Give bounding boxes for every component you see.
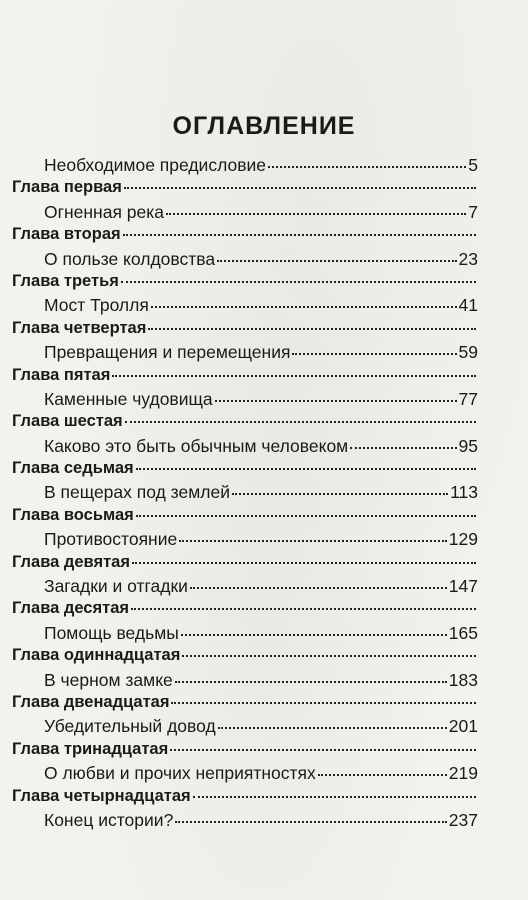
dot-leader: [175, 681, 447, 683]
dot-leader: [123, 234, 476, 236]
toc-entry: [12, 529, 478, 552]
toc-page-number: 219: [448, 763, 478, 784]
dot-leader: [171, 702, 476, 704]
toc-chapter-heading: [12, 693, 478, 716]
dot-leader: [151, 306, 457, 308]
toc-page-number: 23: [458, 248, 478, 269]
toc-label: Глава пятая: [12, 365, 111, 384]
dot-leader: [136, 468, 476, 470]
dot-leader: [217, 260, 456, 262]
toc-chapter-heading: [12, 599, 478, 622]
toc-page-number: 237: [448, 809, 478, 830]
toc-label: Противостояние: [44, 529, 178, 550]
toc-chapter-heading: [12, 740, 478, 763]
toc-page-number: 95: [458, 435, 478, 456]
toc-entry: [12, 295, 478, 318]
dot-leader: [181, 634, 447, 636]
toc-label: Глава четвертая: [12, 318, 147, 337]
toc-label: В черном замке: [44, 669, 173, 690]
toc-label: Глава шестая: [12, 412, 123, 431]
toc-chapter-heading: [12, 506, 478, 529]
toc-label: Глава третья: [12, 271, 119, 290]
toc-entry: [12, 482, 478, 505]
toc-label: Каково это быть обычным человеком: [44, 435, 349, 456]
toc-label: Глава вторая: [12, 225, 121, 244]
toc-chapter-heading: [12, 225, 478, 248]
toc-page-number: 129: [448, 529, 478, 550]
dot-leader: [182, 655, 476, 657]
toc-label: Загадки и отгадки: [44, 576, 188, 597]
toc-label: Мост Тролля: [44, 295, 149, 316]
toc-entry: [12, 342, 478, 365]
dot-leader: [318, 774, 447, 776]
toc-label: О любви и прочих неприятностях: [44, 763, 316, 784]
toc-label: Глава тринадцатая: [12, 739, 169, 758]
toc-label: Убедительный довод: [44, 716, 216, 737]
toc-entry: [12, 576, 478, 599]
toc-page-number: 59: [458, 342, 478, 363]
toc-chapter-heading: [12, 366, 478, 389]
toc-label: О пользе колдовства: [44, 248, 216, 269]
table-of-contents: [12, 155, 478, 833]
dot-leader: [136, 515, 476, 517]
toc-entry: [12, 155, 478, 178]
toc-page-number: 5: [468, 155, 478, 175]
toc-entry: [12, 763, 478, 786]
toc-entry: [12, 436, 478, 459]
dot-leader: [268, 166, 466, 168]
dot-leader: [292, 353, 456, 355]
dot-leader: [121, 281, 476, 283]
toc-entry: [12, 623, 478, 646]
dot-leader: [131, 608, 476, 610]
toc-label: Глава седьмая: [12, 459, 134, 478]
dot-leader: [132, 562, 476, 564]
toc-entry: [12, 810, 478, 833]
dot-leader: [193, 796, 476, 798]
dot-leader: [124, 187, 476, 189]
toc-label: Глава восьмая: [12, 505, 134, 524]
page-title: ОГЛАВЛЕНИЕ: [172, 112, 356, 140]
toc-label: Глава двенадцатая: [12, 692, 170, 711]
dot-leader: [166, 213, 466, 215]
toc-label: Глава одиннадцатая: [12, 646, 181, 665]
dot-leader: [232, 493, 448, 495]
dot-leader: [179, 540, 447, 542]
toc-label: Необходимое предисловие: [44, 155, 267, 175]
dot-leader: [125, 421, 476, 423]
toc-chapter-heading: [12, 646, 478, 669]
toc-chapter-heading: [12, 272, 478, 295]
toc-page-number: 113: [450, 482, 478, 503]
toc-label: Глава десятая: [12, 599, 129, 618]
toc-entry: [12, 389, 478, 412]
dot-leader: [218, 727, 447, 729]
dot-leader: [350, 447, 456, 449]
toc-chapter-heading: [12, 412, 478, 435]
toc-label: Глава девятая: [12, 552, 130, 571]
toc-label: В пещерах под землей: [44, 482, 230, 503]
toc-label: Каменные чудовища: [44, 388, 213, 409]
dot-leader: [190, 587, 447, 589]
toc-chapter-heading: [12, 787, 478, 810]
toc-label: Конец истории?: [44, 809, 174, 830]
toc-label: Помощь ведьмы: [44, 622, 179, 643]
toc-entry: [12, 716, 478, 739]
toc-page-number: 201: [448, 716, 478, 737]
toc-label: Огненная река: [44, 201, 165, 222]
toc-page-number: 41: [458, 295, 478, 316]
toc-label: Глава четырнадцатая: [12, 786, 191, 805]
dot-leader: [112, 375, 476, 377]
toc-chapter-heading: [12, 553, 478, 576]
dot-leader: [170, 749, 476, 751]
toc-entry: [12, 202, 478, 225]
dot-leader: [148, 328, 476, 330]
toc-page-number: 147: [448, 576, 478, 597]
dot-leader: [175, 821, 446, 823]
toc-page-number: 7: [468, 201, 478, 222]
toc-entry: [12, 670, 478, 693]
toc-page-number: 165: [448, 622, 478, 643]
toc-page-number: 77: [458, 388, 478, 409]
toc-entry: [12, 249, 478, 272]
toc-chapter-heading: [12, 178, 478, 201]
toc-label: Превращения и перемещения: [44, 342, 291, 363]
dot-leader: [215, 400, 457, 402]
toc-chapter-heading: [12, 319, 478, 342]
toc-label: Глава первая: [12, 178, 122, 197]
toc-chapter-heading: [12, 459, 478, 482]
toc-page-number: 183: [448, 669, 478, 690]
